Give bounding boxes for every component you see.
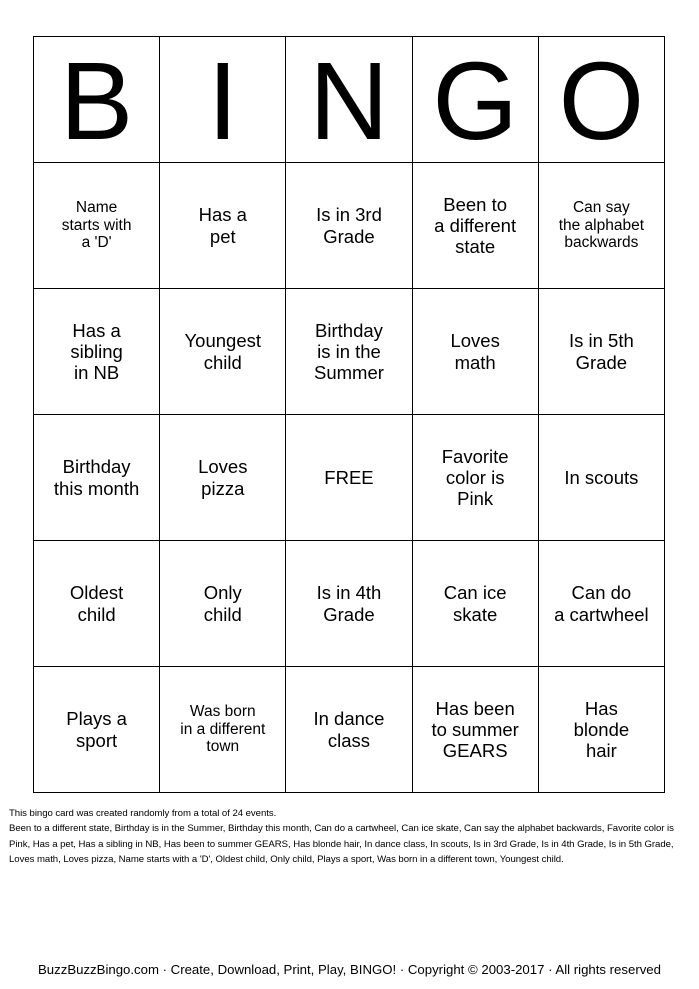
bingo-cell	[160, 163, 286, 289]
bingo-cell-text: In scouts	[564, 466, 639, 488]
bingo-cell	[538, 541, 664, 667]
bingo-cell-text: In dance class	[313, 708, 385, 751]
bingo-cell	[412, 289, 538, 415]
bingo-row	[34, 163, 665, 289]
bingo-cell-text: Was born in a different town	[180, 702, 266, 756]
bingo-cell	[412, 163, 538, 289]
bingo-cell-text: Name starts with a 'D'	[61, 198, 132, 252]
bingo-cell	[412, 541, 538, 667]
bingo-cell-text: Loves math	[450, 330, 500, 373]
bingo-cell-text: Oldest child	[69, 582, 124, 625]
bingo-cell-text: Is in 5th Grade	[568, 330, 634, 373]
bingo-header-row	[34, 37, 665, 163]
card-info-summary: This bingo card was created randomly from a total of 24 events.	[9, 808, 277, 819]
bingo-cell	[412, 415, 538, 541]
bingo-cell-text: Has a pet	[198, 204, 247, 247]
bingo-cell-text: Birthday is in the Summer	[314, 319, 384, 384]
bingo-cell	[412, 667, 538, 793]
bingo-cell-text: Only child	[203, 582, 242, 625]
header-letter-n: N	[286, 37, 412, 163]
bingo-cell	[286, 289, 412, 415]
bingo-cell-text: Is in 4th Grade	[316, 582, 382, 625]
bingo-cell-text: Favorite color is Pink	[441, 445, 509, 510]
bingo-cell-text: Is in 3rd Grade	[316, 204, 382, 247]
bingo-row	[34, 541, 665, 667]
bingo-cell	[34, 541, 160, 667]
bingo-cell-text: Loves pizza	[198, 456, 248, 499]
bingo-cell-text: Has blonde hair	[573, 697, 630, 762]
bingo-card	[33, 36, 665, 793]
card-info-events-list: Been to a different state, Birthday is in the Summer, Birthday this month, Can do a cartwheel, Can ice skate, Can say the alphabet backwards, Favorite color is Pink, Has a pet, Has a sibling in NB, Has been to summer GEARS, Has blonde hair, In dance class, In scouts, Is in 3rd Grade, Is in 4th Grade, Is in 5th Grade, Loves math, Loves pizza, Name starts with a 'D', Oldest child, Only child, Plays a sport, Was born in a different town, Youngest child.	[9, 823, 674, 866]
bingo-cell	[538, 289, 664, 415]
bingo-cell	[538, 415, 664, 541]
bingo-cell-text: Plays a sport	[66, 708, 127, 751]
bingo-cell	[160, 415, 286, 541]
bingo-cell	[286, 163, 412, 289]
bingo-cell-text: Been to a different state	[434, 193, 517, 258]
header-letter-b: B	[34, 37, 160, 163]
bingo-cell	[160, 667, 286, 793]
card-info	[9, 806, 683, 868]
bingo-cell	[160, 541, 286, 667]
bingo-cell-text: Youngest child	[184, 330, 262, 373]
page-footer: BuzzBuzzBingo.com · Create, Download, Print, Play, BINGO! · Copyright © 2003-2017 · All rights reserved	[38, 962, 661, 977]
header-letter-g: G	[412, 37, 538, 163]
bingo-cell	[286, 667, 412, 793]
bingo-cell	[34, 163, 160, 289]
bingo-cell	[538, 163, 664, 289]
bingo-cell-text: Can say the alphabet backwards	[558, 198, 645, 252]
bingo-row	[34, 667, 665, 793]
bingo-row	[34, 415, 665, 541]
bingo-row	[34, 289, 665, 415]
header-letter-i: I	[160, 37, 286, 163]
bingo-cell	[34, 667, 160, 793]
bingo-cell-text: FREE	[324, 466, 374, 488]
bingo-cell-text: Birthday this month	[53, 456, 140, 499]
bingo-cell	[160, 289, 286, 415]
bingo-cell-text: Can do a cartwheel	[554, 582, 649, 625]
bingo-cell	[34, 289, 160, 415]
header-letter-o: O	[538, 37, 664, 163]
bingo-cell	[34, 415, 160, 541]
bingo-cell	[538, 667, 664, 793]
bingo-cell-text: Has a sibling in NB	[70, 319, 123, 384]
bingo-cell-text: Has been to summer GEARS	[431, 697, 519, 762]
free-space	[286, 415, 412, 541]
bingo-cell-text: Can ice skate	[443, 582, 507, 625]
bingo-cell	[286, 541, 412, 667]
